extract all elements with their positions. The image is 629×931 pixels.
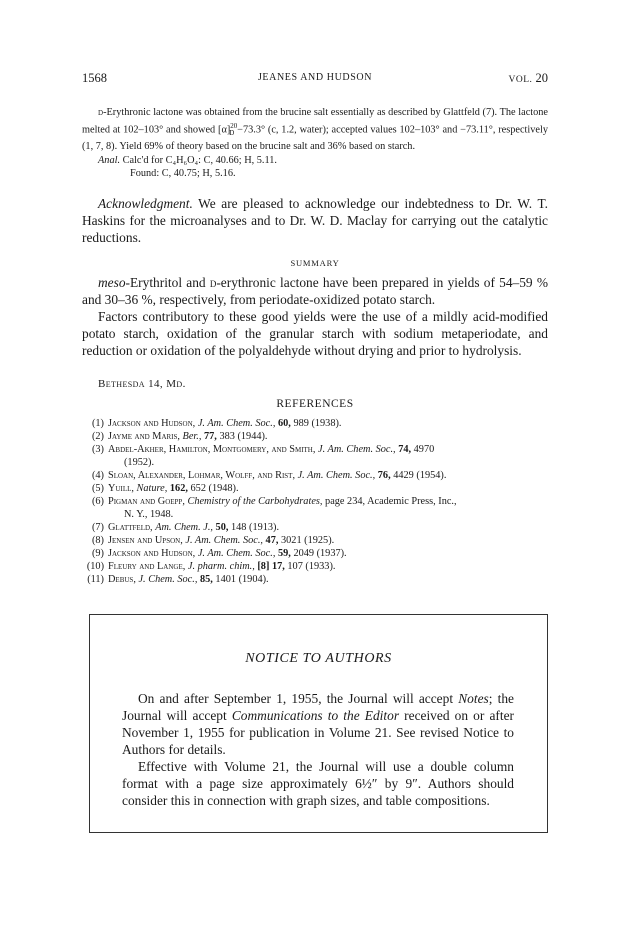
notes-term: Notes [458, 691, 489, 706]
notice-text-a: On and after September 1, 1955, the Journal will accept [138, 691, 459, 706]
anal-text: Calc'd for C₄H₆O₄: C, 40.66; H, 5.11. [122, 154, 277, 166]
analysis-found: Found: C, 40.75; H, 5.16. [130, 168, 236, 180]
summary-paragraph-2: Factors contributory to these good yields were the use of a mildly acid-modified potato starch, oxidation of the granular starch with sodium metaperiodate, and reduction or oxidation of the polyaldehyde without drying and prior to hydrolysis. [82, 309, 548, 358]
notice-text-b: ; the Journal will accept [122, 691, 514, 723]
reference-number: (4) [91, 470, 104, 481]
reference-authors: Abdel-Akher, Hamilton, Montgomery, and Smith, [108, 444, 316, 455]
notice-text-c: received on or after November 1, 1955 for publication in Volume 21. See revised Notice to Authors for details. [122, 708, 514, 757]
reference-text [108, 430, 548, 443]
reference-text [108, 469, 548, 482]
summary-text-a: -Erythritol and [125, 275, 210, 290]
reference-authors: Debus, [108, 574, 136, 585]
reference-volume: 74, [398, 444, 412, 455]
reference-number: (9) [91, 548, 104, 559]
rotation-line: D [229, 128, 235, 137]
reference-number: (11) [87, 574, 104, 585]
reference-number: (6) [91, 496, 104, 507]
meso-prefix: meso [98, 275, 126, 290]
references-heading: REFERENCES [276, 398, 354, 410]
reference-number: (2) [91, 431, 104, 442]
reference-text [108, 417, 548, 430]
volume-number: 20 [535, 71, 548, 85]
reference-authors: Jackson and Hudson, [108, 548, 196, 559]
reference-number: (3) [91, 444, 104, 455]
reference-authors: Jensen and Upson, [108, 535, 183, 546]
reference-volume: 60, [277, 418, 291, 429]
reference-journal: J. Am. Chem. Soc., [297, 470, 376, 481]
page-size: 6½″ [355, 776, 378, 791]
ack-label: Acknowledgment. [98, 196, 193, 211]
reference-pages: 3021 (1925). [281, 535, 335, 546]
reference-authors: Yuill, [108, 483, 134, 494]
reference-number: (10) [86, 561, 104, 572]
reference-pages: 1401 (1904). [215, 574, 269, 585]
author-address: Bethesda 14, Md. [98, 378, 186, 390]
rotation-temp: 20 [230, 121, 238, 130]
reference-journal: J. Am. Chem. Soc., [318, 444, 396, 455]
notice-body [122, 690, 514, 809]
reference-number: (5) [91, 483, 104, 494]
reference-pages: 107 (1933). [287, 561, 336, 572]
reference-pages: 652 (1948). [190, 483, 239, 494]
prep-text-b: −73.3° (c, 1.2, water); accepted values 102–103° and −73.11°, respectively (1, 7, 8). Yield 69% of theory based on the brucine salt and 36% based on starch. [82, 123, 549, 153]
reference-journal: Ber., [182, 431, 202, 442]
reference-volume: 76, [377, 470, 391, 481]
reference-volume: 50, [215, 522, 229, 533]
reference-volume: 85, [199, 574, 213, 585]
volume-label-text: VOL. [508, 75, 533, 85]
summary-body [82, 274, 548, 359]
d-prefix-2: d [209, 275, 217, 290]
reference-authors: Pigman and Goepp, [108, 496, 185, 507]
volume-label [508, 71, 548, 86]
notice-text-e: by 9″. Authors should consider this in connection with graph sizes, and table compositions. [122, 776, 514, 808]
prep-paragraph [82, 106, 548, 181]
reference-text [108, 573, 548, 586]
reference-pages: 4429 (1954). [393, 470, 447, 481]
prep-text-a: -Erythronic lactone was obtained from the brucine salt essentially as described by Glattfeld (7). The lactone melted at 102–103° and showed [α] [82, 107, 548, 135]
reference-number: (8) [91, 535, 104, 546]
reference-text [108, 443, 548, 456]
reference-authors: Sloan, Alexander, Lohmar, Wolff, and Rist, [108, 470, 296, 481]
reference-text [108, 560, 548, 573]
reference-pages: 148 (1913). [231, 522, 280, 533]
reference-authors: Jayme and Maris, [108, 431, 180, 442]
reference-authors: Fleury and Lange, [108, 561, 186, 572]
reference-volume: 47, [265, 535, 279, 546]
reference-number: (1) [91, 418, 104, 429]
running-authors: JEANES AND HUDSON [257, 72, 373, 83]
reference-text [108, 495, 548, 508]
reference-volume: 77, [204, 431, 217, 442]
reference-text [108, 521, 548, 534]
ack-text: We are pleased to acknowledge our indebtedness to Dr. W. T. Haskins for the microanalyses and to Dr. W. D. Maclay for carrying out the catalytic reductions. [82, 196, 548, 245]
notice-paragraph-2 [122, 758, 514, 809]
acknowledgment-paragraph [82, 195, 548, 246]
reference-pages: 2049 (1937). [293, 548, 347, 559]
summary-heading: SUMMARY [290, 258, 340, 268]
reference-number: (7) [91, 522, 104, 533]
reference-continuation: (1952). [124, 457, 155, 468]
d-prefix: d [98, 107, 104, 118]
reference-journal: J. Am. Chem. Soc., [197, 548, 276, 559]
reference-continuation: N. Y., 1948. [124, 509, 174, 520]
reference-journal: Chemistry of the Carbohydrates, [187, 496, 323, 507]
reference-volume: 162, [169, 483, 188, 494]
reference-pages: 383 (1944). [219, 431, 268, 442]
reference-authors: Glattfeld, [108, 522, 153, 533]
erythronic-lactone-text [82, 106, 548, 154]
reference-journal: J. Am. Chem. Soc., [197, 418, 276, 429]
notice-paragraph-1 [122, 690, 514, 758]
reference-pages: page 234, Academic Press, Inc., [325, 496, 457, 507]
reference-text [108, 547, 548, 560]
summary-paragraph-1 [82, 274, 548, 308]
reference-journal: J. Chem. Soc., [138, 574, 198, 585]
summary-text-b: -erythronic lactone have been prepared in yields of 54–59 % and 30–36 %, respectively, from periodate-oxidized potato starch. [82, 275, 548, 307]
communications-term: Communications to the Editor [231, 708, 400, 723]
analysis-calc [82, 154, 548, 168]
reference-authors: Jackson and Hudson, [108, 418, 196, 429]
reference-journal: J. pharm. chim., [187, 561, 255, 572]
running-header [82, 71, 548, 87]
page-number: 1568 [82, 71, 107, 85]
anal-label: Anal. [98, 154, 121, 166]
reference-pages: 989 (1938). [293, 418, 342, 429]
reference-text [108, 482, 548, 495]
notice-text-d: Effective with Volume 21, the Journal will use a double column format with a page size approximately [122, 759, 514, 791]
reference-journal: Nature, [136, 483, 168, 494]
reference-journal: J. Am. Chem. Soc., [185, 535, 263, 546]
reference-volume: 59, [277, 548, 291, 559]
reference-journal: Am. Chem. J., [155, 522, 213, 533]
notice-title: NOTICE TO AUTHORS [245, 651, 392, 666]
reference-pages: 4970 [413, 444, 435, 455]
reference-text [108, 534, 548, 547]
reference-volume: [8] 17, [257, 561, 285, 572]
